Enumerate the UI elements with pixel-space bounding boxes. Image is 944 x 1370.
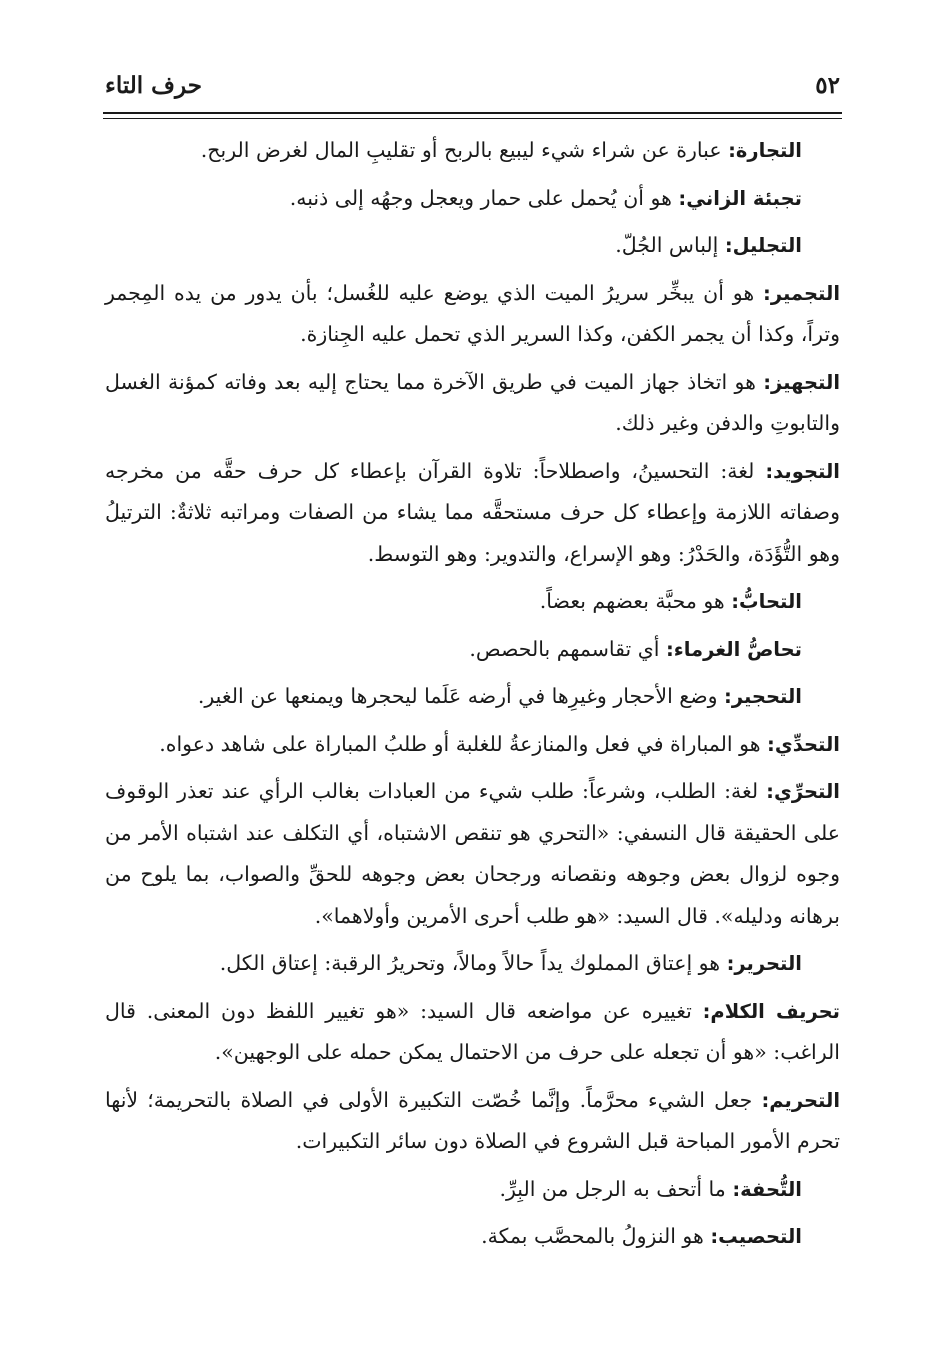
entry-term: التُّحفة: — [732, 1177, 802, 1201]
entry-term: التجويد: — [765, 459, 840, 483]
running-title: حرف التاء — [105, 72, 202, 99]
entry-definition: هو النزولُ بالمحصَّب بمكة. — [481, 1224, 711, 1248]
entry-tahjir — [105, 676, 840, 718]
entry-tahrim — [105, 1080, 840, 1163]
entry-definition: أي تقاسمهم بالحصص. — [469, 636, 666, 661]
entry-term: التحرير: — [726, 952, 802, 975]
entry-term: تحريف الكلام: — [702, 999, 840, 1023]
entry-term: التجمير: — [763, 281, 840, 305]
entry-tajlil — [105, 225, 840, 267]
entry-definition: لغة: التحسينُ، واصطلاحاً: تلاوة القرآن بإعطاء كل حرف حقَّه من مخرجه وصفاته اللازمة وإعطاء كل حرف مستحقَّه مما يشاء من الصفات ومراتبه ثلاثةٌ: الترتيلُ وهو التُّؤَدَة، والحَدْرُ: وهو الإسراع، والتدوير: وهو التوسط. — [105, 458, 840, 566]
entry-tahass-al-ghurama — [105, 629, 840, 671]
entry-term: التحدِّي: — [767, 732, 840, 756]
header-rule-thin — [103, 118, 842, 119]
entry-term: التحابُّ: — [731, 590, 802, 613]
entry-tajwid — [105, 451, 840, 576]
entry-tahsib — [105, 1216, 840, 1258]
entry-tijara — [105, 130, 840, 172]
glossary-entries — [105, 130, 840, 1264]
entry-definition: هو محبَّة بعضهم بعضاً. — [539, 589, 732, 613]
entry-term: تجبئة الزاني: — [678, 186, 802, 210]
entry-tahrir — [105, 943, 840, 985]
entry-tuhfa — [105, 1169, 840, 1211]
entry-definition: إلباس الجُلّ. — [615, 233, 725, 257]
entry-definition: هو إعتاق المملوك يداً حالاً ومالاً، وتحريرُ الرقبة: إعتاق الكل. — [219, 951, 727, 975]
entry-term: التحريم: — [761, 1088, 840, 1112]
header-rule-thick — [103, 112, 842, 114]
entry-definition: هو أن يُحمل على حمار ويعجل وجهُه إلى ذنبه. — [289, 185, 679, 210]
entry-term: التحصيب: — [710, 1225, 802, 1248]
entry-tahabb — [105, 581, 840, 623]
entry-definition: وضع الأحجار وغيرِها في أرضه عَلَما ليحجرها ويمنعها عن الغير. — [197, 684, 725, 708]
entry-definition: عبارة عن شراء شيء ليبيع بالربح أو تقليبِ المال لغرض الربح. — [200, 138, 729, 162]
entry-tajhiz — [105, 362, 840, 445]
entry-tahaddi — [105, 724, 840, 766]
entry-term: تحاصُّ الغرماء: — [665, 637, 802, 661]
entry-tajmir — [105, 273, 840, 356]
page-header — [105, 70, 840, 110]
entry-definition: هو المباراة في فعل والمنازعةُ للغلبة أو طلبُ المباراة على شاهد دعواه. — [159, 731, 768, 756]
entry-tahrif-al-kalam — [105, 991, 840, 1074]
entry-taharri — [105, 771, 840, 937]
entry-term: التجليل: — [724, 234, 802, 257]
entry-term: التحجير: — [724, 685, 802, 708]
entry-tajbiat-al-zani — [105, 178, 840, 220]
entry-term: التحرِّي: — [766, 780, 840, 803]
entry-term: التجهيز: — [763, 370, 840, 394]
entry-definition: لغة: الطلب، وشرعاً: طلب شيء من العبادات بغالب الرأي عند تعذر الوقوف على الحقيقة قال النسفي: «التحري هو تنقص الاشتباه، أي التكلف عند اشتباه الأمر من وجوه لزوال بعض وجوهه ونقصانه ورجحان بعض وجوهه للحقِّ والصواب، بما يلوح من برهانه ودليله». قال السيد: «هو طلب أحرى الأمرين وأولاهما». — [105, 779, 840, 928]
entry-definition: جعل الشيء محرَّماً. وإنَّما خُصّت التكبيرة الأولى في الصلاة بالتحريمة؛ لأنها تحرم الأمور المباحة قبل الشروع في الصلاة دون سائر التكبيرات. — [105, 1087, 840, 1153]
entry-term: التجارة: — [728, 139, 802, 162]
entry-definition: تغييره عن مواضعه قال السيد: «هو تغيير اللفظ دون المعنى. قال الراغب: «هو أن تجعله على حرف من الاحتمال يمكن حمله على الوجهين». — [105, 998, 840, 1064]
entry-definition: هو أن يبخِّر سريرُ الميت الذي يوضع عليه للغُسل؛ بأن يدور من يده المِجمر وتراً، وكذا أن يجمر الكفن، وكذا السرير الذي تحمل عليه الجِنازة. — [105, 280, 840, 346]
entry-definition: ما أتحف به الرجل من البِرِّ. — [499, 1176, 733, 1201]
entry-definition: هو اتخاذ جهاز الميت في طريق الآخرة مما يحتاج إليه بعد وفاته كمؤنة الغسل والتابوتِ والدفن وغير ذلك. — [105, 369, 840, 435]
page-number: ٥٢ — [815, 72, 840, 99]
